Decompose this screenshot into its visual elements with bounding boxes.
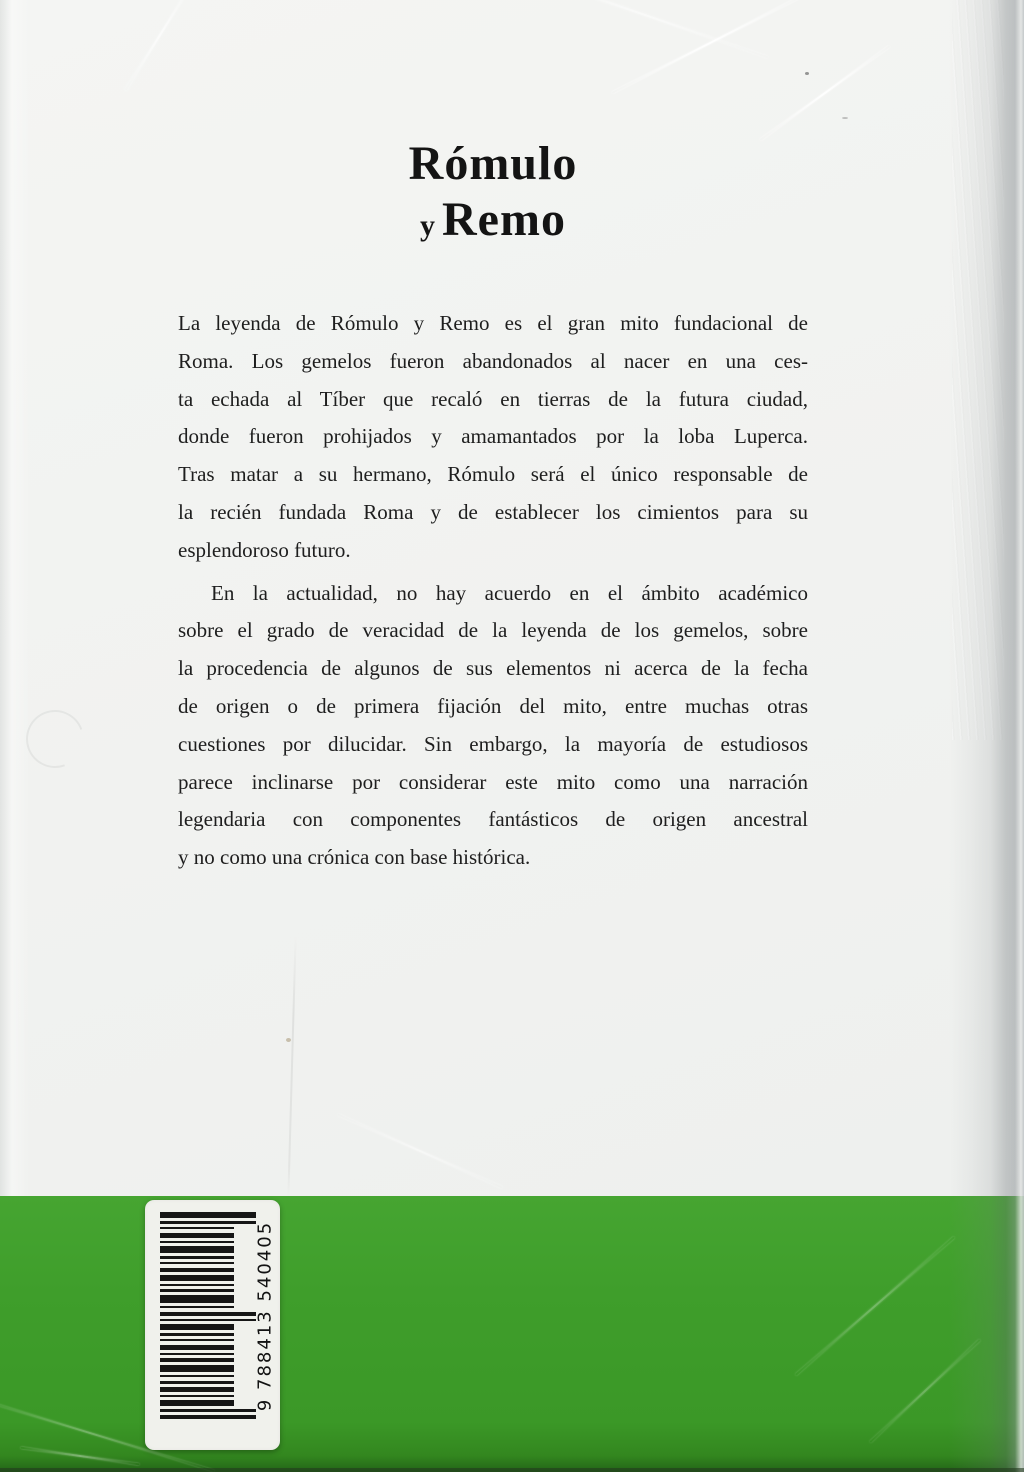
barcode-bar	[160, 1358, 234, 1362]
barcode-bar	[160, 1381, 234, 1384]
barcode-bar	[160, 1395, 234, 1397]
synopsis-text	[178, 305, 808, 877]
barcode-bar	[160, 1387, 234, 1392]
barcode-bar	[160, 1295, 234, 1303]
title-line2-main: Remo	[442, 193, 566, 246]
barcode-bar	[160, 1400, 234, 1406]
barcode-bar	[160, 1262, 234, 1264]
barcode-bar	[160, 1227, 234, 1229]
barcode-bar	[160, 1375, 234, 1377]
text-line: esplendoroso futuro.	[178, 537, 351, 562]
barcode-bar	[160, 1324, 234, 1330]
barcode-bar	[160, 1306, 234, 1308]
dust-speck	[286, 1038, 291, 1042]
text-line: ta echada al Tíber que recaló en tierras de la futura ciudad,	[178, 386, 808, 411]
text-line: En la actualidad, no hay acuerdo en el ámbito académico	[211, 580, 808, 605]
barcode-bar	[160, 1365, 234, 1372]
barcode-bar	[160, 1333, 234, 1336]
title-line2	[178, 193, 808, 246]
barcode-bar	[160, 1409, 256, 1412]
text-line: sobre el grado de veracidad de la leyenda de los gemelos, sobre	[178, 618, 808, 643]
barcode-bar	[160, 1241, 234, 1243]
barcode-bar	[160, 1345, 234, 1350]
book-edge-shadow	[949, 0, 1024, 1472]
text-line: Tras matar a su hermano, Rómulo será el único responsable de	[178, 462, 808, 487]
dust-speck	[805, 72, 809, 75]
text-line: la recién fundada Roma y de establecer los cimientos para su	[178, 499, 808, 524]
barcode-bar	[160, 1284, 234, 1286]
green-band	[0, 1196, 1024, 1472]
barcode-bar	[160, 1415, 256, 1419]
title-conjunction: y	[420, 209, 436, 242]
book-title	[178, 137, 808, 246]
barcode-bar	[160, 1221, 256, 1224]
text-line: La leyenda de Rómulo y Remo es el gran mito fundacional de	[178, 311, 808, 335]
barcode-bar	[160, 1268, 234, 1272]
barcode-bar	[160, 1289, 234, 1292]
barcode-icon	[160, 1212, 256, 1419]
isbn-number: 9 788413 540405	[254, 1220, 275, 1412]
barcode-bar	[160, 1312, 256, 1316]
barcode-bar	[160, 1339, 234, 1341]
barcode-bar	[160, 1256, 234, 1259]
barcode-bar	[160, 1319, 256, 1321]
barcode-sticker	[145, 1200, 280, 1450]
barcode-bar	[160, 1353, 234, 1355]
text-line: donde fueron prohijados y amamantados por la loba Luperca.	[178, 424, 808, 449]
barcode-bar	[160, 1275, 234, 1281]
barcode-bar	[160, 1233, 234, 1238]
text-line: de origen o de primera fijación del mito, entre muchas otras	[178, 693, 808, 718]
dust-speck	[842, 117, 848, 119]
shrink-wrap-sheen	[0, 0, 30, 1196]
barcode-bar	[160, 1212, 256, 1218]
photo-bottom-edge	[0, 1468, 1024, 1472]
text-line: y no como una crónica con base histórica.	[178, 845, 531, 870]
synopsis-paragraph-1	[178, 305, 808, 570]
text-line: Roma. Los gemelos fueron abandonados al nacer en una ces-	[178, 348, 808, 373]
text-line: cuestiones por dilucidar. Sin embargo, la mayoría de estudiosos	[178, 731, 808, 756]
title-line1: Rómulo	[408, 137, 578, 190]
text-line: la procedencia de algunos de sus elementos ni acerca de la fecha	[178, 656, 808, 681]
text-line: parece inclinarse por considerar este mito como una narración	[178, 769, 808, 794]
barcode-bar	[160, 1246, 234, 1253]
text-line: legendaria con componentes fantásticos de origen ancestral	[178, 807, 808, 832]
synopsis-paragraph-2	[178, 575, 808, 877]
barcode-number-column	[250, 1212, 279, 1420]
